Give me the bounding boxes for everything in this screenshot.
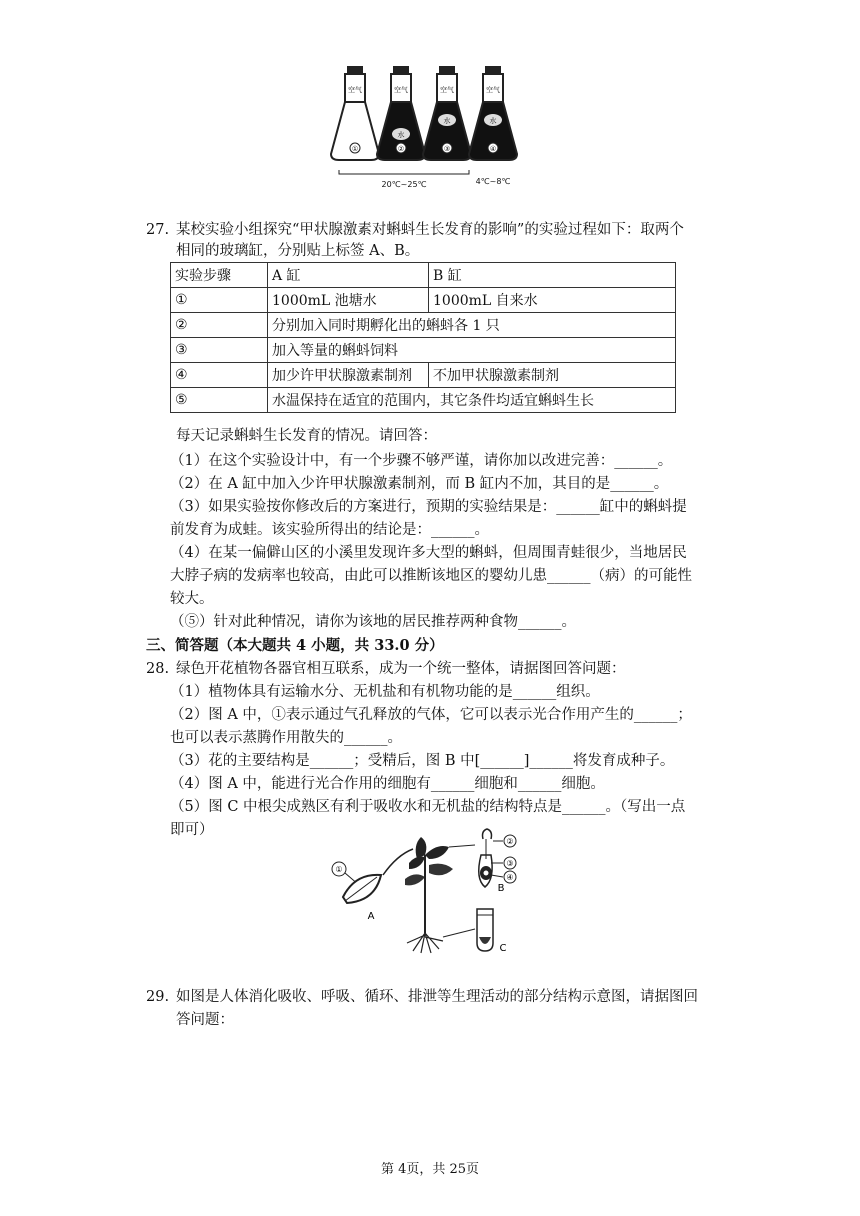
flower-figure-b [479,829,516,894]
table-cell: ⑤ [171,388,268,413]
q28-stem: 绿色开花植物各器官相互联系，成为一个统一整体，请据图回答问题： [176,661,626,677]
svg-text:②: ② [506,837,514,846]
table-row [171,388,676,413]
table-cell: 水温保持在适宜的范围内，其它条件均适宜蝌蚪生长 [268,388,676,413]
svg-text:③: ③ [506,859,514,868]
svg-text:水: 水 [489,117,497,125]
svg-text:空气: 空气 [394,86,408,94]
table-cell: 加入等量的蝌蚪饲料 [268,338,676,363]
q29-number: 29. [146,989,170,1005]
q27-sub-4a: （4）在某一偏僻山区的小溪里发现许多大型的蝌蚪，但周围青蛙很少，当地居民 [170,545,687,561]
q29-stem-2: 答问题： [176,1012,234,1028]
svg-text:水: 水 [443,117,451,125]
leaf-figure-a [332,849,413,922]
q28-sub-2a: （2）图 A 中，①表示通过气孔释放的气体，它可以表示光合作用产生的______； [170,707,692,723]
flask-label-4: ④ [489,145,497,153]
table-cell: ③ [171,338,268,363]
table-row [171,288,676,313]
q27-stem-2: 相同的玻璃缸，分别贴上标签 A、B。 [176,243,420,259]
q27-sub-4c: 较大。 [170,591,214,607]
svg-text:A: A [367,911,375,922]
table-cell: ① [171,288,268,313]
q27-sub-4b: 大脖子病的发病率也较高，由此可以推断该地区的婴幼儿患______（病）的可能性 [170,568,692,584]
table-cell: A 缸 [268,263,429,288]
q28-sub-3: （3）花的主要结构是______；受精后，图 B 中[______]______将发育成种子。 [170,753,675,769]
q28-sub-5b: 即可） [170,822,214,838]
q29-stem-1: 如图是人体消化吸收、呼吸、循环、排泄等生理活动的部分结构示意图，请据图回 [176,989,698,1005]
svg-text:C: C [499,943,507,954]
flask-label-1: ① [351,145,359,153]
q27-number: 27. [146,222,170,238]
q27-sub-1: （1）在这个实验设计中，有一个步骤不够严谨，请你加以改进完善：______。 [170,453,673,469]
q27-sub-2: （2）在 A 缸中加入少许甲状腺激素制剂，而 B 缸内不加，其目的是______。 [170,476,669,492]
table-cell: 加少许甲状腺激素制剂 [268,363,429,388]
q27-sub-5: （⑤）针对此种情况，请你为该地的居民推荐两种食物______。 [170,614,576,630]
q28-sub-4: （4）图 A 中，能进行光合作用的细胞有______细胞和______细胞。 [170,776,605,792]
flask-label-3: ③ [443,145,451,153]
root-tip-figure-c [477,909,507,954]
table-row [171,263,676,288]
table-row [171,363,676,388]
page-footer: 第 4页，共 25页 [380,1162,480,1177]
table-cell: 实验步骤 [171,263,268,288]
table-cell: 不加甲状腺激素制剂 [429,363,676,388]
range-label-1: 20℃~25℃ [381,180,427,189]
experiment-table [170,262,676,413]
flask-cap-label: 空气 [348,86,362,94]
q27-after-table: 每天记录蝌蚪生长发育的情况。请回答： [176,428,437,444]
svg-text:①: ① [335,865,343,874]
flask-label-2: ② [397,145,405,153]
plant-figure [405,837,475,953]
q28-number: 28. [146,661,170,677]
q27-sub-3b: 前发育为成蛙。该实验所得出的结论是：______。 [170,522,489,538]
svg-text:④: ④ [506,873,514,882]
q28-sub-1: （1）植物体具有运输水分、无机盐和有机物功能的是______组织。 [170,684,600,700]
table-row [171,338,676,363]
table-cell: B 缸 [429,263,676,288]
section-heading: 三、简答题（本大题共 4 小题，共 33.0 分） [146,637,444,654]
flask-experiment-figure [325,62,525,192]
q28-sub-2b: 也可以表示蒸腾作用散失的______。 [170,730,402,746]
q27-sub-3a: （3）如果实验按你修改后的方案进行，预期的实验结果是：______缸中的蝌蚪提 [170,499,687,515]
plant-structure-figure [325,825,525,960]
table-row [171,313,676,338]
svg-text:空气: 空气 [486,86,500,94]
q28-sub-5a: （5）图 C 中根尖成熟区有利于吸收水和无机盐的结构特点是______。（写出一点 [170,799,686,815]
svg-text:空气: 空气 [440,86,454,94]
svg-text:水: 水 [397,131,405,139]
table-cell: ② [171,313,268,338]
q27-stem-1: 某校实验小组探究“甲状腺激素对蝌蚪生长发育的影响”的实验过程如下：取两个 [176,222,684,238]
svg-text:B: B [497,883,505,894]
table-cell: ④ [171,363,268,388]
table-cell: 1000mL 自来水 [429,288,676,313]
table-cell: 分别加入同时期孵化出的蝌蚪各 1 只 [268,313,676,338]
range-label-2: 4℃~8℃ [475,177,511,186]
table-cell: 1000mL 池塘水 [268,288,429,313]
